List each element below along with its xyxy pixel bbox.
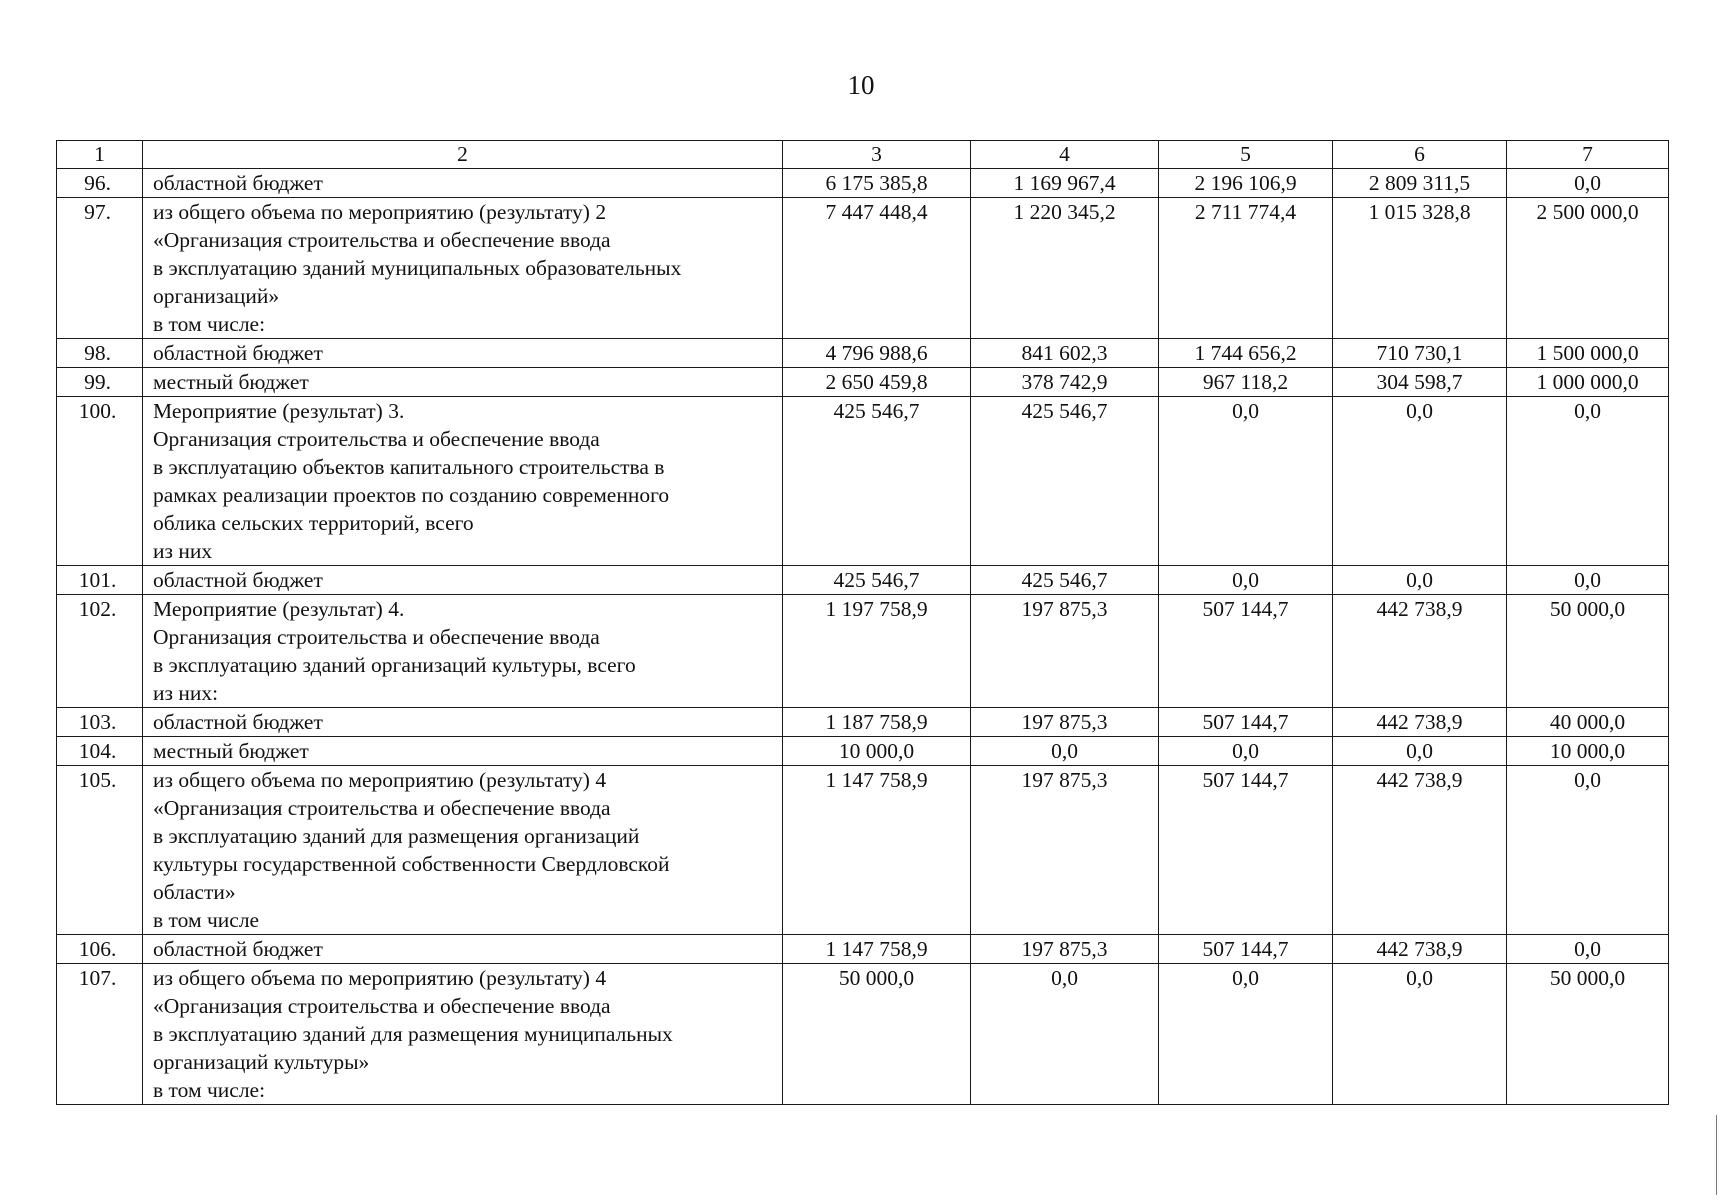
value-cell-col-5: 0,0 xyxy=(1159,737,1333,766)
row-number: 102. xyxy=(57,595,143,708)
value-cell-col-6: 442 738,9 xyxy=(1333,708,1507,737)
value-cell-col-7: 50 000,0 xyxy=(1507,595,1669,708)
row-description xyxy=(143,169,783,198)
row-number: 103. xyxy=(57,708,143,737)
description-line: областной бюджет xyxy=(153,710,323,734)
value-cell-col-7: 0,0 xyxy=(1507,169,1669,198)
column-header-7: 7 xyxy=(1507,141,1669,169)
description-line: культуры государственной собственности Свердловской xyxy=(153,852,670,876)
table-row xyxy=(57,964,1669,1105)
column-header-5: 5 xyxy=(1159,141,1333,169)
description-line: в эксплуатацию зданий для размещения организаций xyxy=(153,824,640,848)
description-line: Мероприятие (результат) 3. xyxy=(153,399,405,423)
table-row xyxy=(57,339,1669,368)
table-row xyxy=(57,198,1669,339)
description-line: из них xyxy=(153,539,213,563)
description-line: в эксплуатацию зданий для размещения муниципальных xyxy=(153,1022,673,1046)
value-cell-col-7: 0,0 xyxy=(1507,766,1669,935)
value-cell-col-7: 0,0 xyxy=(1507,397,1669,566)
value-cell-col-3: 50 000,0 xyxy=(783,964,971,1105)
value-cell-col-3: 425 546,7 xyxy=(783,566,971,595)
row-number: 98. xyxy=(57,339,143,368)
value-cell-col-7: 0,0 xyxy=(1507,935,1669,964)
row-description xyxy=(143,708,783,737)
value-cell-col-6: 0,0 xyxy=(1333,397,1507,566)
table-row xyxy=(57,169,1669,198)
description-line: организаций» xyxy=(153,284,280,308)
value-cell-col-4: 425 546,7 xyxy=(971,397,1159,566)
column-header-1: 1 xyxy=(57,141,143,169)
row-description xyxy=(143,964,783,1105)
value-cell-col-6: 0,0 xyxy=(1333,964,1507,1105)
budget-table xyxy=(56,140,1669,1105)
value-cell-col-3: 6 175 385,8 xyxy=(783,169,971,198)
column-header-2: 2 xyxy=(143,141,783,169)
row-description xyxy=(143,737,783,766)
value-cell-col-7: 0,0 xyxy=(1507,566,1669,595)
column-header-4: 4 xyxy=(971,141,1159,169)
table-row xyxy=(57,595,1669,708)
value-cell-col-4: 197 875,3 xyxy=(971,708,1159,737)
row-description xyxy=(143,397,783,566)
value-cell-col-3: 1 147 758,9 xyxy=(783,766,971,935)
value-cell-col-7: 1 000 000,0 xyxy=(1507,368,1669,397)
value-cell-col-5: 967 118,2 xyxy=(1159,368,1333,397)
row-description xyxy=(143,368,783,397)
value-cell-col-6: 1 015 328,8 xyxy=(1333,198,1507,339)
table-header xyxy=(57,141,1669,169)
description-line: местный бюджет xyxy=(153,739,309,763)
value-cell-col-3: 2 650 459,8 xyxy=(783,368,971,397)
description-line: Организация строительства и обеспечение ввода xyxy=(153,625,600,649)
description-line: областной бюджет xyxy=(153,937,323,961)
header-row xyxy=(57,141,1669,169)
row-description xyxy=(143,339,783,368)
description-line: областной бюджет xyxy=(153,171,323,195)
description-line: областной бюджет xyxy=(153,341,323,365)
column-header-3: 3 xyxy=(783,141,971,169)
description-line: в том числе: xyxy=(153,1078,266,1102)
description-line: в эксплуатацию зданий муниципальных образовательных xyxy=(153,256,682,280)
row-number: 101. xyxy=(57,566,143,595)
value-cell-col-6: 2 809 311,5 xyxy=(1333,169,1507,198)
page-number: 10 xyxy=(847,70,875,100)
row-description xyxy=(143,198,783,339)
value-cell-col-5: 0,0 xyxy=(1159,964,1333,1105)
description-line: в том числе: xyxy=(153,312,266,336)
value-cell-col-5: 507 144,7 xyxy=(1159,595,1333,708)
table-row xyxy=(57,566,1669,595)
value-cell-col-3: 10 000,0 xyxy=(783,737,971,766)
value-cell-col-3: 1 187 758,9 xyxy=(783,708,971,737)
value-cell-col-4: 197 875,3 xyxy=(971,935,1159,964)
description-line: области» xyxy=(153,880,236,904)
description-line: областной бюджет xyxy=(153,568,323,592)
table-row xyxy=(57,935,1669,964)
value-cell-col-5: 507 144,7 xyxy=(1159,935,1333,964)
value-cell-col-4: 0,0 xyxy=(971,964,1159,1105)
table-row xyxy=(57,708,1669,737)
row-number: 97. xyxy=(57,198,143,339)
value-cell-col-6: 442 738,9 xyxy=(1333,595,1507,708)
value-cell-col-6: 0,0 xyxy=(1333,737,1507,766)
description-line: рамках реализации проектов по созданию современного xyxy=(153,483,670,507)
value-cell-col-5: 1 744 656,2 xyxy=(1159,339,1333,368)
table-row xyxy=(57,397,1669,566)
row-number: 106. xyxy=(57,935,143,964)
value-cell-col-5: 0,0 xyxy=(1159,397,1333,566)
description-line: местный бюджет xyxy=(153,370,309,394)
description-line: в эксплуатацию зданий организаций культуры, всего xyxy=(153,653,636,677)
value-cell-col-3: 425 546,7 xyxy=(783,397,971,566)
table-body xyxy=(57,169,1669,1105)
value-cell-col-7: 10 000,0 xyxy=(1507,737,1669,766)
value-cell-col-6: 304 598,7 xyxy=(1333,368,1507,397)
column-header-6: 6 xyxy=(1333,141,1507,169)
value-cell-col-5: 2 711 774,4 xyxy=(1159,198,1333,339)
scan-edge-line xyxy=(1716,1115,1717,1195)
row-number: 100. xyxy=(57,397,143,566)
description-line: из них: xyxy=(153,681,219,705)
value-cell-col-7: 40 000,0 xyxy=(1507,708,1669,737)
value-cell-col-4: 425 546,7 xyxy=(971,566,1159,595)
table-row xyxy=(57,368,1669,397)
value-cell-col-3: 1 197 758,9 xyxy=(783,595,971,708)
value-cell-col-7: 1 500 000,0 xyxy=(1507,339,1669,368)
table-row xyxy=(57,737,1669,766)
value-cell-col-6: 442 738,9 xyxy=(1333,766,1507,935)
value-cell-col-7: 2 500 000,0 xyxy=(1507,198,1669,339)
value-cell-col-3: 7 447 448,4 xyxy=(783,198,971,339)
description-line: «Организация строительства и обеспечение ввода xyxy=(153,796,611,820)
description-line: облика сельских территорий, всего xyxy=(153,511,474,535)
row-number: 96. xyxy=(57,169,143,198)
description-line: из общего объема по мероприятию (результату) 4 xyxy=(153,966,607,990)
value-cell-col-5: 507 144,7 xyxy=(1159,766,1333,935)
value-cell-col-4: 1 220 345,2 xyxy=(971,198,1159,339)
value-cell-col-4: 378 742,9 xyxy=(971,368,1159,397)
description-line: в том числе xyxy=(153,908,260,932)
description-line: Мероприятие (результат) 4. xyxy=(153,597,405,621)
value-cell-col-6: 710 730,1 xyxy=(1333,339,1507,368)
description-line: Организация строительства и обеспечение ввода xyxy=(153,427,600,451)
row-number: 107. xyxy=(57,964,143,1105)
value-cell-col-3: 1 147 758,9 xyxy=(783,935,971,964)
description-line: «Организация строительства и обеспечение ввода xyxy=(153,994,611,1018)
value-cell-col-4: 841 602,3 xyxy=(971,339,1159,368)
value-cell-col-6: 442 738,9 xyxy=(1333,935,1507,964)
value-cell-col-4: 0,0 xyxy=(971,737,1159,766)
value-cell-col-4: 197 875,3 xyxy=(971,595,1159,708)
value-cell-col-4: 1 169 967,4 xyxy=(971,169,1159,198)
value-cell-col-7: 50 000,0 xyxy=(1507,964,1669,1105)
table-row xyxy=(57,766,1669,935)
row-description xyxy=(143,595,783,708)
row-number: 104. xyxy=(57,737,143,766)
value-cell-col-5: 0,0 xyxy=(1159,566,1333,595)
value-cell-col-3: 4 796 988,6 xyxy=(783,339,971,368)
description-line: из общего объема по мероприятию (результату) 4 xyxy=(153,768,607,792)
value-cell-col-5: 507 144,7 xyxy=(1159,708,1333,737)
row-description xyxy=(143,935,783,964)
value-cell-col-6: 0,0 xyxy=(1333,566,1507,595)
row-description xyxy=(143,766,783,935)
value-cell-col-5: 2 196 106,9 xyxy=(1159,169,1333,198)
description-line: в эксплуатацию объектов капитального строительства в xyxy=(153,455,665,479)
description-line: организаций культуры» xyxy=(153,1050,370,1074)
description-line: из общего объема по мероприятию (результату) 2 xyxy=(153,200,607,224)
row-description xyxy=(143,566,783,595)
row-number: 99. xyxy=(57,368,143,397)
value-cell-col-4: 197 875,3 xyxy=(971,766,1159,935)
description-line: «Организация строительства и обеспечение ввода xyxy=(153,228,611,252)
row-number: 105. xyxy=(57,766,143,935)
